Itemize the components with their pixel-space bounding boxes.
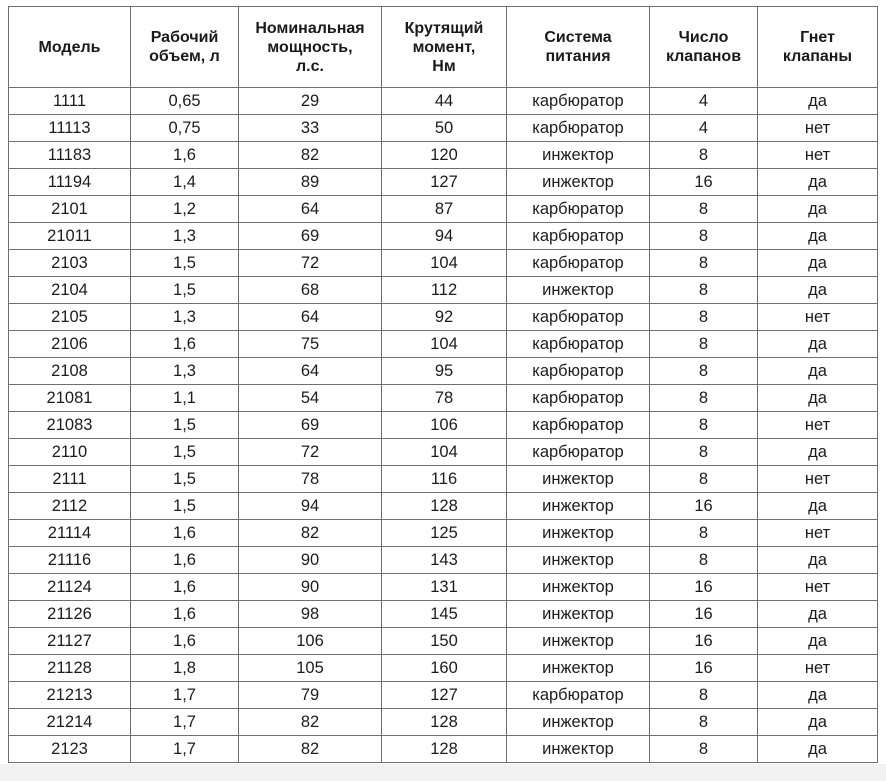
cell-model: 11194 [9,169,131,196]
cell-bends-valves: нет [758,520,878,547]
cell-model: 21083 [9,412,131,439]
cell-valve-count: 4 [650,88,758,115]
cell-torque: 127 [382,169,507,196]
cell-displacement: 1,1 [131,385,239,412]
cell-bends-valves: да [758,385,878,412]
cell-rated-power: 82 [239,142,382,169]
cell-displacement: 1,6 [131,601,239,628]
cell-fuel-system: карбюратор [507,115,650,142]
cell-displacement: 1,5 [131,277,239,304]
cell-rated-power: 64 [239,196,382,223]
table-row [9,196,878,223]
table-body [9,88,878,763]
cell-model: 2123 [9,736,131,763]
cell-valve-count: 8 [650,277,758,304]
cell-displacement: 1,3 [131,304,239,331]
cell-model: 2110 [9,439,131,466]
cell-bends-valves: нет [758,412,878,439]
cell-valve-count: 8 [650,142,758,169]
cell-torque: 127 [382,682,507,709]
cell-fuel-system: карбюратор [507,88,650,115]
cell-bends-valves: да [758,331,878,358]
cell-fuel-system: карбюратор [507,196,650,223]
cell-valve-count: 16 [650,574,758,601]
table-row [9,223,878,250]
cell-rated-power: 69 [239,412,382,439]
cell-bends-valves: нет [758,574,878,601]
cell-fuel-system: инжектор [507,142,650,169]
cell-torque: 50 [382,115,507,142]
cell-fuel-system: инжектор [507,169,650,196]
cell-bends-valves: да [758,709,878,736]
cell-rated-power: 68 [239,277,382,304]
cell-fuel-system: карбюратор [507,250,650,277]
cell-bends-valves: да [758,169,878,196]
cell-torque: 131 [382,574,507,601]
table-row [9,277,878,304]
cell-displacement: 1,6 [131,628,239,655]
table-header-row [9,7,878,88]
cell-torque: 104 [382,331,507,358]
cell-rated-power: 90 [239,547,382,574]
cell-valve-count: 8 [650,547,758,574]
cell-model: 2112 [9,493,131,520]
cell-rated-power: 82 [239,520,382,547]
table-row [9,250,878,277]
engine-specs-table [8,6,878,763]
table-row [9,655,878,682]
cell-torque: 145 [382,601,507,628]
header-torque: Крутящий момент, Нм [382,7,507,88]
cell-rated-power: 89 [239,169,382,196]
cell-bends-valves: да [758,88,878,115]
cell-torque: 143 [382,547,507,574]
cell-fuel-system: карбюратор [507,331,650,358]
cell-model: 2105 [9,304,131,331]
cell-bends-valves: да [758,196,878,223]
cell-fuel-system: инжектор [507,520,650,547]
cell-fuel-system: карбюратор [507,223,650,250]
cell-torque: 160 [382,655,507,682]
cell-valve-count: 16 [650,169,758,196]
cell-valve-count: 8 [650,331,758,358]
cell-torque: 125 [382,520,507,547]
cell-displacement: 1,5 [131,412,239,439]
cell-torque: 150 [382,628,507,655]
cell-bends-valves: да [758,250,878,277]
cell-rated-power: 106 [239,628,382,655]
cell-bends-valves: нет [758,142,878,169]
header-fuel-system: Система питания [507,7,650,88]
cell-rated-power: 82 [239,736,382,763]
cell-displacement: 1,6 [131,547,239,574]
cell-fuel-system: инжектор [507,655,650,682]
table-row [9,142,878,169]
cell-fuel-system: карбюратор [507,682,650,709]
cell-rated-power: 64 [239,358,382,385]
header-displacement: Рабочий объем, л [131,7,239,88]
cell-bends-valves: да [758,601,878,628]
cell-rated-power: 98 [239,601,382,628]
cell-bends-valves: нет [758,655,878,682]
header-rated-power: Номинальная мощность, л.с. [239,7,382,88]
cell-rated-power: 78 [239,466,382,493]
table-row [9,574,878,601]
cell-model: 2108 [9,358,131,385]
table-row [9,520,878,547]
cell-displacement: 0,75 [131,115,239,142]
cell-rated-power: 82 [239,709,382,736]
cell-rated-power: 33 [239,115,382,142]
cell-model: 21114 [9,520,131,547]
cell-model: 2101 [9,196,131,223]
table-row [9,169,878,196]
cell-torque: 104 [382,250,507,277]
cell-rated-power: 29 [239,88,382,115]
cell-model: 21011 [9,223,131,250]
table-row [9,439,878,466]
cell-bends-valves: да [758,223,878,250]
table-row [9,709,878,736]
cell-displacement: 1,8 [131,655,239,682]
cell-displacement: 1,5 [131,439,239,466]
cell-valve-count: 8 [650,709,758,736]
cell-model: 11183 [9,142,131,169]
cell-model: 21128 [9,655,131,682]
cell-model: 1111 [9,88,131,115]
cell-displacement: 1,7 [131,736,239,763]
table-row [9,682,878,709]
cell-bends-valves: да [758,358,878,385]
cell-torque: 87 [382,196,507,223]
cell-valve-count: 16 [650,628,758,655]
table-row [9,331,878,358]
cell-rated-power: 94 [239,493,382,520]
cell-rated-power: 72 [239,250,382,277]
cell-fuel-system: инжектор [507,547,650,574]
cell-valve-count: 4 [650,115,758,142]
cell-valve-count: 8 [650,358,758,385]
cell-model: 11113 [9,115,131,142]
cell-rated-power: 79 [239,682,382,709]
cell-fuel-system: инжектор [507,466,650,493]
cell-fuel-system: инжектор [507,709,650,736]
table-row [9,601,878,628]
table-row [9,412,878,439]
table-row [9,115,878,142]
cell-torque: 128 [382,493,507,520]
cell-bends-valves: да [758,277,878,304]
cell-torque: 128 [382,736,507,763]
table-row [9,628,878,655]
cell-bends-valves: да [758,736,878,763]
cell-displacement: 1,5 [131,466,239,493]
cell-fuel-system: инжектор [507,601,650,628]
cell-torque: 95 [382,358,507,385]
cell-valve-count: 8 [650,196,758,223]
header-model: Модель [9,7,131,88]
cell-displacement: 1,5 [131,493,239,520]
cell-displacement: 1,3 [131,358,239,385]
bottom-margin [0,764,886,781]
cell-bends-valves: да [758,493,878,520]
cell-model: 21081 [9,385,131,412]
cell-model: 21126 [9,601,131,628]
cell-torque: 112 [382,277,507,304]
cell-valve-count: 8 [650,250,758,277]
cell-torque: 78 [382,385,507,412]
cell-bends-valves: нет [758,115,878,142]
cell-model: 21214 [9,709,131,736]
cell-displacement: 0,65 [131,88,239,115]
cell-fuel-system: карбюратор [507,412,650,439]
cell-valve-count: 8 [650,223,758,250]
cell-valve-count: 8 [650,736,758,763]
cell-model: 21127 [9,628,131,655]
cell-displacement: 1,6 [131,574,239,601]
header-bends-valves: Гнет клапаны [758,7,878,88]
cell-valve-count: 8 [650,466,758,493]
cell-model: 21124 [9,574,131,601]
cell-displacement: 1,5 [131,250,239,277]
cell-model: 21116 [9,547,131,574]
cell-bends-valves: да [758,547,878,574]
table-row [9,736,878,763]
cell-torque: 128 [382,709,507,736]
cell-rated-power: 75 [239,331,382,358]
cell-displacement: 1,7 [131,709,239,736]
cell-fuel-system: инжектор [507,574,650,601]
cell-rated-power: 90 [239,574,382,601]
cell-bends-valves: да [758,628,878,655]
table-row [9,88,878,115]
table-row [9,385,878,412]
cell-valve-count: 16 [650,601,758,628]
cell-fuel-system: инжектор [507,493,650,520]
cell-displacement: 1,6 [131,142,239,169]
cell-fuel-system: инжектор [507,736,650,763]
cell-fuel-system: карбюратор [507,358,650,385]
cell-rated-power: 54 [239,385,382,412]
table-row [9,466,878,493]
cell-displacement: 1,3 [131,223,239,250]
cell-fuel-system: карбюратор [507,304,650,331]
cell-valve-count: 8 [650,385,758,412]
cell-fuel-system: карбюратор [507,385,650,412]
cell-valve-count: 8 [650,304,758,331]
cell-torque: 94 [382,223,507,250]
cell-fuel-system: карбюратор [507,439,650,466]
cell-rated-power: 64 [239,304,382,331]
cell-displacement: 1,2 [131,196,239,223]
cell-bends-valves: да [758,682,878,709]
cell-valve-count: 8 [650,520,758,547]
cell-torque: 116 [382,466,507,493]
cell-valve-count: 8 [650,439,758,466]
table-row [9,547,878,574]
cell-torque: 92 [382,304,507,331]
cell-rated-power: 72 [239,439,382,466]
table-row [9,304,878,331]
cell-model: 21213 [9,682,131,709]
cell-valve-count: 16 [650,655,758,682]
cell-model: 2103 [9,250,131,277]
cell-model: 2104 [9,277,131,304]
cell-displacement: 1,6 [131,331,239,358]
cell-rated-power: 105 [239,655,382,682]
cell-torque: 106 [382,412,507,439]
cell-bends-valves: нет [758,304,878,331]
table-row [9,493,878,520]
cell-torque: 104 [382,439,507,466]
cell-torque: 44 [382,88,507,115]
cell-model: 2111 [9,466,131,493]
header-valve-count: Число клапанов [650,7,758,88]
cell-bends-valves: да [758,439,878,466]
cell-fuel-system: инжектор [507,628,650,655]
cell-model: 2106 [9,331,131,358]
cell-rated-power: 69 [239,223,382,250]
cell-torque: 120 [382,142,507,169]
cell-valve-count: 8 [650,682,758,709]
cell-bends-valves: нет [758,466,878,493]
cell-valve-count: 8 [650,412,758,439]
cell-displacement: 1,4 [131,169,239,196]
cell-fuel-system: инжектор [507,277,650,304]
table-row [9,358,878,385]
cell-valve-count: 16 [650,493,758,520]
cell-displacement: 1,6 [131,520,239,547]
cell-displacement: 1,7 [131,682,239,709]
